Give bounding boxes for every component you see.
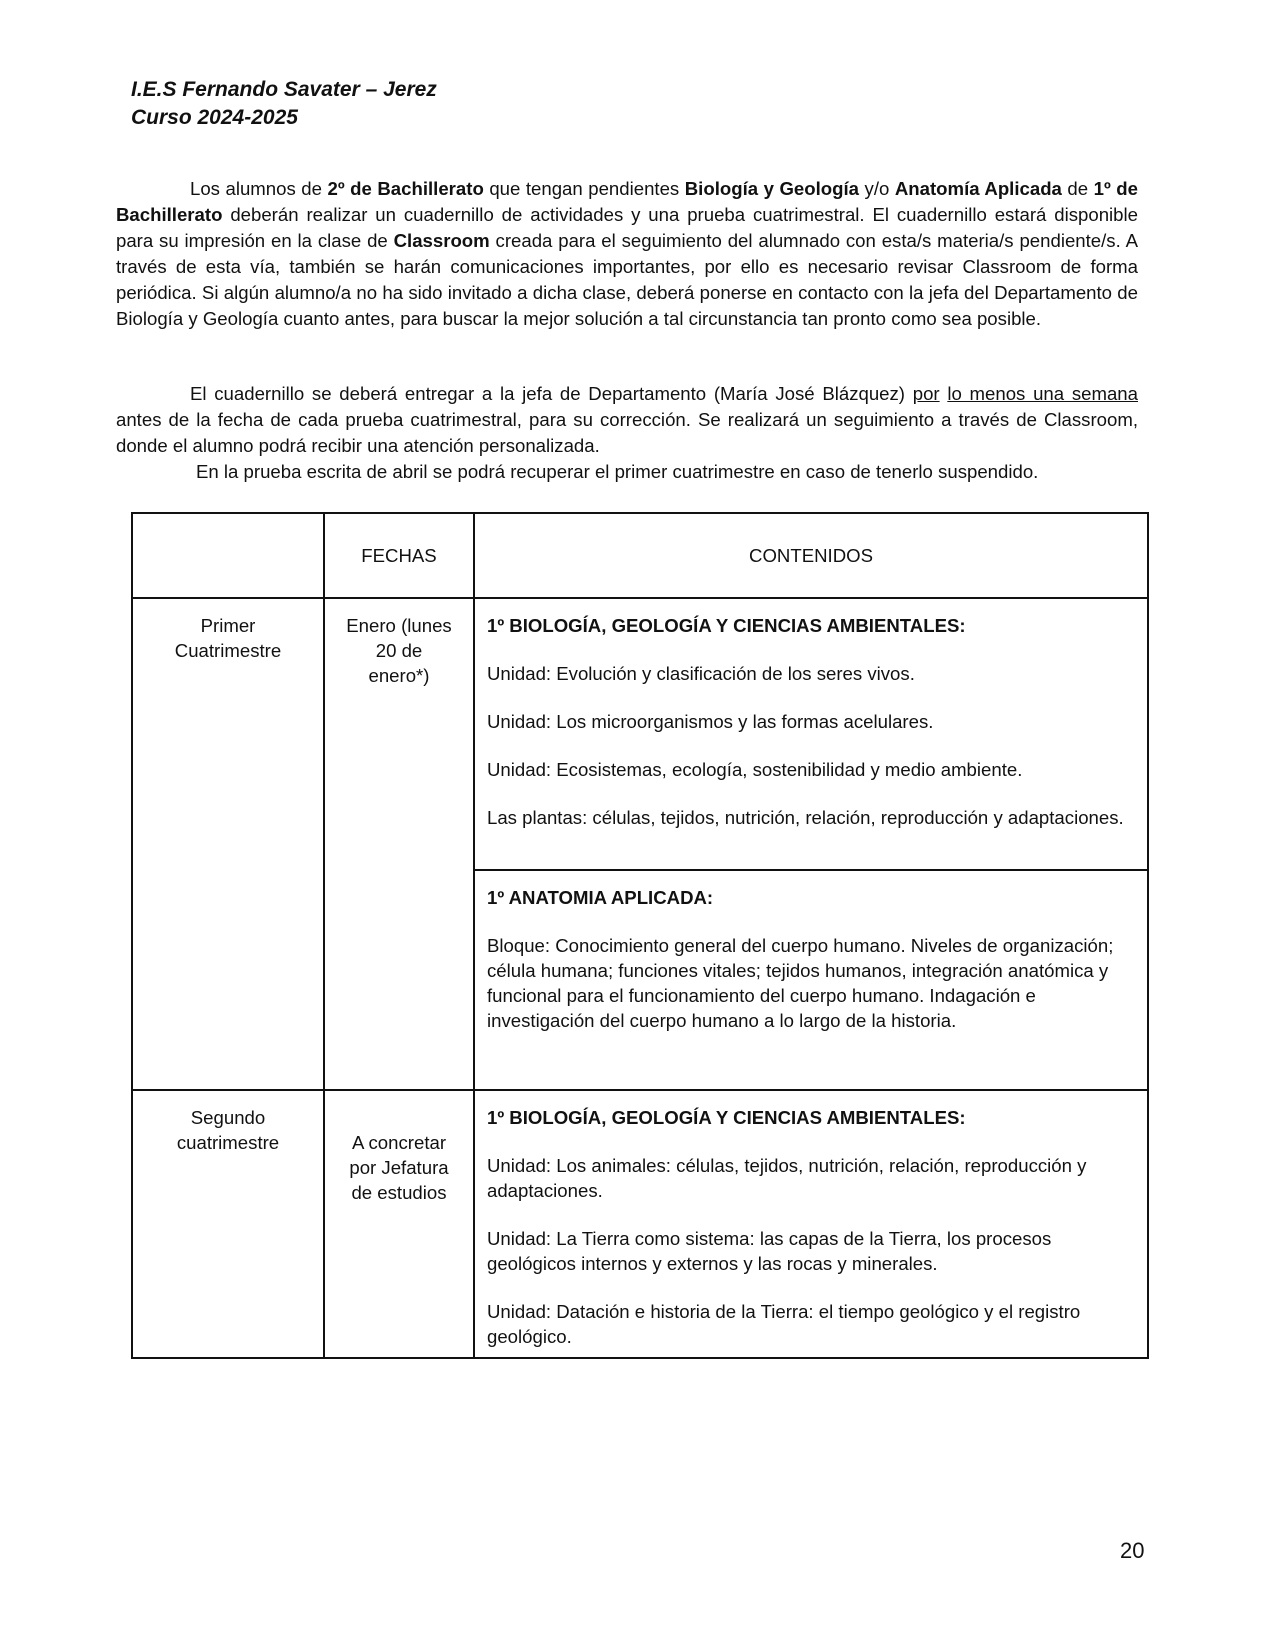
period-cell: Segundo cuatrimestre — [132, 1090, 324, 1358]
period-cell: Primer Cuatrimestre — [132, 598, 324, 1090]
intro-paragraph-3: En la prueba escrita de abril se podrá recuperar el primer cuatrimestre en caso de tenerlo suspendido. — [196, 461, 1039, 482]
table-row — [132, 598, 1148, 870]
table-header-row — [132, 513, 1148, 598]
school-name: I.E.S Fernando Savater – Jerez — [131, 78, 437, 101]
unit-item: Unidad: Los animales: células, tejidos, nutrición, relación, reproducción y adaptaciones. — [487, 1155, 1087, 1201]
subject-heading: 1º ANATOMIA APLICADA: — [487, 887, 714, 908]
document-header — [131, 76, 437, 132]
intro-paragraph-1: Los alumnos de 2º de Bachillerato que tengan pendientes Biología y Geología y/o Anatomía Aplicada de 1º de Bachillerato deberán realizar un cuadernillo de actividades y una prueba cuatrimestral. El cuadernillo estará disponible para su impresión en la clase de Classroom creada para el seguimiento del alumnado con esta/s materia/s pendiente/s. A través de esta vía, también se harán comunicaciones importantes, por ello es necesario revisar Classroom de forma periódica. Si algún alumno/a no ha sido invitado a dicha clase, deberá ponerse en contacto con la jefa del Departamento de Biología y Geología cuanto antes, para buscar la mejor solución a tal circunstancia tan pronto como sea posible. — [116, 178, 1138, 329]
unit-item: Bloque: Conocimiento general del cuerpo humano. Niveles de organización; célula humana; funciones vitales; tejidos humanos, integración anatómica y funcional para el funcionamiento del cuerpo humano. Indagación e investigación del cuerpo humano a lo largo de la historia. — [487, 935, 1114, 1031]
date-cell: Enero (lunes 20 de enero*) — [324, 598, 474, 1090]
unit-item: Unidad: Los microorganismos y las formas acelulares. — [487, 711, 934, 732]
unit-item: Unidad: Evolución y clasificación de los seres vivos. — [487, 663, 915, 684]
header-contenidos: CONTENIDOS — [474, 513, 1148, 598]
intro-paragraph-2: El cuadernillo se deberá entregar a la jefa de Departamento (María José Blázquez) por lo menos una semana antes de la fecha de cada prueba cuatrimestral, para su corrección. Se realizará un seguimiento a través de Classroom, donde el alumno podrá recibir una atención personalizada. — [116, 383, 1138, 456]
unit-item: Unidad: Datación e historia de la Tierra: el tiempo geológico y el registro geológico. — [487, 1301, 1081, 1347]
date-cell: A concretar por Jefatura de estudios — [324, 1090, 474, 1358]
subject-heading: 1º BIOLOGÍA, GEOLOGÍA Y CIENCIAS AMBIENTALES: — [487, 1107, 966, 1128]
content-cell — [474, 1090, 1148, 1358]
header-blank — [132, 513, 324, 598]
unit-item: Unidad: La Tierra como sistema: las capas de la Tierra, los procesos geológicos internos y externos y las rocas y minerales. — [487, 1228, 1052, 1274]
course-year: Curso 2024-2025 — [131, 106, 298, 129]
unit-item: Las plantas: células, tejidos, nutrición, relación, reproducción y adaptaciones. — [487, 807, 1124, 828]
table-row — [132, 1090, 1148, 1358]
schedule-table — [131, 512, 1149, 1359]
content-cell — [474, 870, 1148, 1090]
unit-item: Unidad: Ecosistemas, ecología, sostenibilidad y medio ambiente. — [487, 759, 1023, 780]
content-cell — [474, 598, 1148, 870]
subject-heading: 1º BIOLOGÍA, GEOLOGÍA Y CIENCIAS AMBIENTALES: — [487, 615, 966, 636]
header-fechas: FECHAS — [324, 513, 474, 598]
page-number: 20 — [1120, 1538, 1145, 1563]
